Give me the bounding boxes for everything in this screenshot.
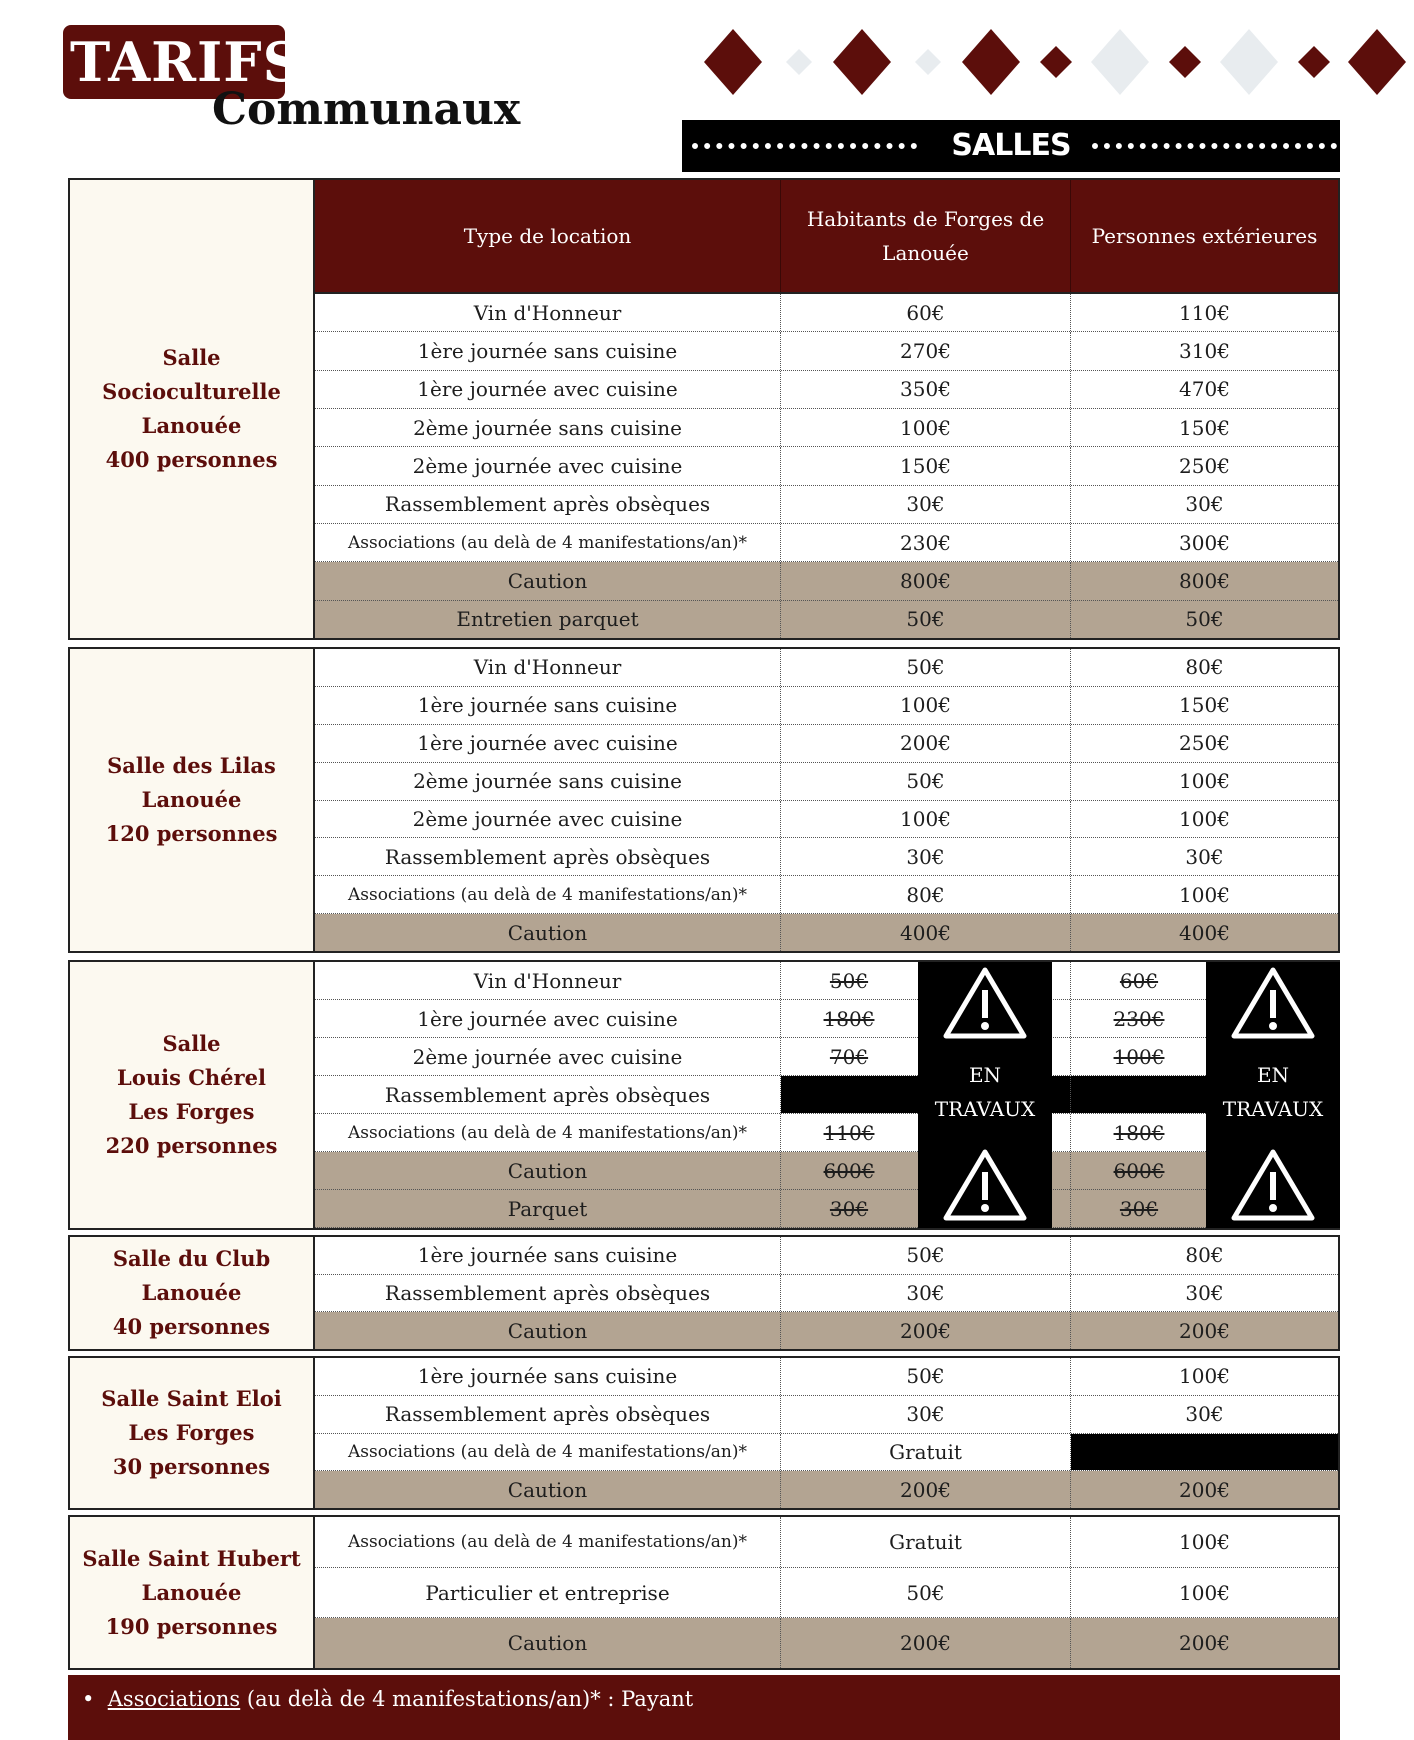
table-row <box>315 1237 1338 1275</box>
row-label: Associations (au delà de 4 manifestations/an)* <box>315 1517 781 1567</box>
room-name <box>70 649 315 951</box>
price-exterieurs: 400€ <box>1179 920 1230 945</box>
price-exterieurs: 300€ <box>1179 530 1230 555</box>
price-habitants: 50€ <box>781 649 1071 686</box>
travaux-panel-habitants <box>918 962 1052 1228</box>
room-name <box>70 1517 315 1668</box>
column-header-exterieurs: Personnes extérieures <box>1091 224 1318 248</box>
table-row <box>315 725 1338 763</box>
price-habitants: 50€ <box>781 1358 1071 1395</box>
price-table <box>315 1237 1338 1349</box>
price-habitants: 30€ <box>781 1396 1071 1433</box>
room-location: Lanouée <box>141 787 242 812</box>
table-row-caution <box>315 1152 1338 1190</box>
row-label: Rassemblement après obsèques <box>315 1076 781 1113</box>
table-row <box>315 524 1338 562</box>
row-label: Vin d'Honneur <box>315 962 781 999</box>
table-row <box>315 1076 1338 1114</box>
table-row-caution <box>315 1618 1338 1668</box>
diamond-icon <box>915 49 941 75</box>
diamond-icon <box>704 29 762 95</box>
table-row <box>315 838 1338 876</box>
price-habitants: 60€ <box>781 294 1071 331</box>
price-exterieurs: 310€ <box>1179 338 1230 363</box>
table-row <box>315 1275 1338 1313</box>
row-label: Associations (au delà de 4 manifestations/an)* <box>315 524 781 561</box>
row-label: Associations (au delà de 4 manifestations/an)* <box>315 1114 781 1151</box>
table-row <box>315 687 1338 725</box>
room-name-line: Salle Saint Hubert <box>82 1545 301 1571</box>
diamond-icon <box>1169 46 1201 78</box>
row-label: Caution <box>315 1618 781 1668</box>
table-row <box>315 1358 1338 1396</box>
price-exterieurs: 30€ <box>1185 492 1224 517</box>
room-name-line: Salle des Lilas <box>107 753 276 778</box>
section-banner <box>682 120 1340 172</box>
travaux-label: EN <box>1256 1063 1290 1087</box>
room-name <box>70 1237 315 1349</box>
row-label: 1ère journée sans cuisine <box>315 1237 781 1274</box>
price-exterieurs: 200€ <box>1179 1477 1230 1502</box>
room-location: Les Forges <box>128 1099 255 1124</box>
price-habitants: 110€ <box>823 1120 875 1145</box>
price-habitants: 30€ <box>781 838 1071 875</box>
price-exterieurs: 30€ <box>1119 1196 1159 1221</box>
room-saint-hubert <box>68 1515 1340 1670</box>
section-title: SALLES <box>951 128 1071 163</box>
row-label: Entretien parquet <box>315 601 781 638</box>
price-exterieurs: 30€ <box>1185 1402 1224 1427</box>
price-habitants: 100€ <box>781 687 1071 724</box>
bullet-icon: • <box>82 1687 108 1711</box>
price-exterieurs: 250€ <box>1179 453 1230 478</box>
price-exterieurs: 200€ <box>1179 1318 1230 1343</box>
price-exterieurs: 80€ <box>1185 1243 1224 1268</box>
warning-icon <box>1206 1146 1340 1226</box>
price-habitants: 200€ <box>781 1471 1071 1508</box>
footer-description: (au delà de 4 manifestations/an)* : Payant <box>240 1687 694 1711</box>
price-exterieurs: 100€ <box>1179 1529 1230 1554</box>
price-exterieurs: 100€ <box>1113 1044 1165 1069</box>
price-table <box>315 1358 1338 1508</box>
price-habitants: 800€ <box>781 562 1071 599</box>
row-label: 2ème journée avec cuisine <box>315 1038 781 1075</box>
price-habitants: 200€ <box>781 725 1071 762</box>
room-capacity: 120 personnes <box>105 821 278 846</box>
room-socioculturelle <box>68 178 1340 640</box>
price-exterieurs-blank <box>1071 1434 1338 1471</box>
table-row <box>315 486 1338 524</box>
price-exterieurs: 30€ <box>1185 844 1224 869</box>
price-exterieurs: 150€ <box>1179 415 1230 440</box>
price-exterieurs: 800€ <box>1179 568 1230 593</box>
row-label: Associations (au delà de 4 manifestations/an)* <box>315 876 781 913</box>
row-label: Caution <box>315 914 781 951</box>
table-row <box>315 1434 1338 1472</box>
row-label: 2ème journée avec cuisine <box>315 801 781 838</box>
column-header-habitants: Habitants de Forges de Lanouée <box>781 180 1071 292</box>
price-exterieurs: 230€ <box>1113 1006 1165 1031</box>
price-exterieurs: 470€ <box>1179 377 1230 402</box>
table-row <box>315 1396 1338 1434</box>
price-exterieurs: 110€ <box>1179 300 1230 325</box>
page-title: TARIFS <box>70 30 303 94</box>
row-label: Caution <box>315 1312 781 1349</box>
room-name <box>70 962 315 1228</box>
room-capacity: 190 personnes <box>105 1613 278 1639</box>
row-label: Rassemblement après obsèques <box>315 1396 781 1433</box>
warning-icon <box>918 964 1052 1044</box>
price-exterieurs: 50€ <box>1185 607 1224 632</box>
row-label: 1ère journée sans cuisine <box>315 332 781 369</box>
room-location: Lanouée <box>141 413 242 438</box>
table-row <box>315 294 1338 332</box>
price-habitants: 50€ <box>829 968 869 993</box>
diamond-icon <box>1091 29 1149 95</box>
price-exterieurs: 250€ <box>1179 731 1230 756</box>
price-habitants: 200€ <box>781 1618 1071 1668</box>
room-capacity: 220 personnes <box>105 1133 278 1158</box>
price-habitants: 30€ <box>781 1275 1071 1312</box>
price-habitants: 50€ <box>781 1568 1071 1618</box>
price-habitants: 150€ <box>781 447 1071 484</box>
row-label: Caution <box>315 1471 781 1508</box>
price-exterieurs: 30€ <box>1185 1281 1224 1305</box>
table-row-parquet <box>315 601 1338 638</box>
table-row-caution <box>315 1471 1338 1508</box>
footer-text <box>82 1687 693 1711</box>
footer-note <box>68 1675 1340 1740</box>
diamond-icon <box>962 29 1020 95</box>
diamond-icon <box>1348 29 1406 95</box>
price-habitants: Gratuit <box>781 1517 1071 1567</box>
room-name-line: Salle <box>162 1031 221 1056</box>
footer-link[interactable]: Associations <box>107 1687 241 1711</box>
table-row-parquet <box>315 1190 1338 1228</box>
table-row <box>315 1517 1338 1568</box>
price-exterieurs: 600€ <box>1113 1158 1165 1183</box>
table-row <box>315 371 1338 409</box>
price-exterieurs: 100€ <box>1179 882 1230 907</box>
price-habitants: 100€ <box>781 409 1071 446</box>
price-table <box>315 962 1338 1228</box>
room-name-line: Salle Saint Eloi <box>101 1386 282 1411</box>
price-habitants: 80€ <box>781 876 1071 913</box>
row-label: Parquet <box>315 1190 781 1227</box>
table-row <box>315 1038 1338 1076</box>
price-habitants: 200€ <box>781 1312 1071 1349</box>
table-row-caution <box>315 914 1338 951</box>
table-row <box>315 763 1338 801</box>
row-label: Caution <box>315 562 781 599</box>
warning-icon <box>918 1146 1052 1226</box>
price-habitants: 30€ <box>829 1196 869 1221</box>
room-name-line: Salle du Club <box>112 1246 271 1271</box>
price-habitants: 50€ <box>781 763 1071 800</box>
diamond-icon <box>833 29 891 95</box>
room-name <box>70 1358 315 1508</box>
price-habitants: 230€ <box>781 524 1071 561</box>
room-club <box>68 1235 1340 1351</box>
price-exterieurs: 150€ <box>1179 693 1230 718</box>
price-habitants: 400€ <box>781 914 1071 951</box>
room-louis-cherel <box>68 960 1340 1230</box>
price-exterieurs: 100€ <box>1179 1580 1230 1605</box>
row-label: 1ère journée avec cuisine <box>315 1000 781 1037</box>
diamond-icon <box>1298 46 1330 78</box>
table-row <box>315 801 1338 839</box>
table-row <box>315 332 1338 370</box>
price-exterieurs: 200€ <box>1179 1631 1230 1656</box>
price-habitants: 70€ <box>829 1044 869 1069</box>
diamond-icon <box>1220 29 1278 95</box>
price-exterieurs: 60€ <box>1119 968 1159 993</box>
price-table <box>315 180 1338 638</box>
travaux-panel-exterieurs <box>1206 962 1340 1228</box>
table-row-caution <box>315 1312 1338 1349</box>
row-label: Caution <box>315 1152 781 1189</box>
price-exterieurs: 100€ <box>1179 769 1230 794</box>
price-habitants: 50€ <box>781 1237 1071 1274</box>
row-label: Vin d'Honneur <box>315 649 781 686</box>
diamond-icon <box>786 49 812 75</box>
row-label: Vin d'Honneur <box>315 294 781 331</box>
page-subtitle: Communaux <box>212 84 521 135</box>
row-label: Associations (au delà de 4 manifestations/an)* <box>315 1434 781 1471</box>
row-label: 1ère journée sans cuisine <box>315 1358 781 1395</box>
row-label: 1ère journée avec cuisine <box>315 371 781 408</box>
price-exterieurs: 100€ <box>1179 806 1230 831</box>
table-row <box>315 1568 1338 1619</box>
price-habitants: 350€ <box>781 371 1071 408</box>
room-capacity: 40 personnes <box>112 1314 271 1339</box>
room-saint-eloi <box>68 1356 1340 1510</box>
room-lilas <box>68 647 1340 953</box>
room-location: Lanouée <box>141 1579 242 1605</box>
table-row-caution <box>315 562 1338 600</box>
table-row <box>315 1114 1338 1152</box>
table-row <box>315 649 1338 687</box>
table-row <box>315 409 1338 447</box>
row-label: 1ère journée sans cuisine <box>315 687 781 724</box>
warning-icon <box>1206 964 1340 1044</box>
price-habitants: 600€ <box>823 1158 875 1183</box>
travaux-label: EN <box>968 1063 1002 1087</box>
row-label: Rassemblement après obsèques <box>315 1275 781 1312</box>
price-exterieurs: 180€ <box>1113 1120 1165 1145</box>
table-row <box>315 1000 1338 1038</box>
column-header-type: Type de location <box>315 180 781 292</box>
table-row <box>315 876 1338 914</box>
price-exterieurs: 100€ <box>1179 1364 1230 1389</box>
price-habitants: Gratuit <box>781 1434 1071 1471</box>
travaux-label: TRAVAUX <box>934 1097 1036 1121</box>
room-location: Lanouée <box>141 1280 242 1305</box>
price-habitants: 30€ <box>781 486 1071 523</box>
price-habitants: 270€ <box>781 332 1071 369</box>
price-habitants: 100€ <box>781 801 1071 838</box>
diamond-decoration <box>700 24 1412 100</box>
table-row <box>315 447 1338 485</box>
travaux-label: TRAVAUX <box>1222 1097 1324 1121</box>
row-label: Rassemblement après obsèques <box>315 838 781 875</box>
dotted-divider <box>1092 143 1337 149</box>
price-table <box>315 649 1338 951</box>
row-label: 1ère journée avec cuisine <box>315 725 781 762</box>
price-habitants: 180€ <box>823 1006 875 1031</box>
room-name-line: Salle Socioculturelle <box>102 345 281 404</box>
row-label: Rassemblement après obsèques <box>315 486 781 523</box>
table-header <box>315 180 1338 294</box>
room-capacity: 400 personnes <box>105 447 278 472</box>
table-row <box>315 962 1338 1000</box>
row-label: 2ème journée sans cuisine <box>315 763 781 800</box>
room-name <box>70 180 315 638</box>
row-label: Particulier et entreprise <box>315 1568 781 1618</box>
price-exterieurs: 80€ <box>1185 655 1224 680</box>
room-location: Les Forges <box>128 1420 255 1445</box>
row-label: 2ème journée sans cuisine <box>315 409 781 446</box>
diamond-icon <box>1040 46 1072 78</box>
price-habitants: 50€ <box>781 601 1071 638</box>
row-label: 2ème journée avec cuisine <box>315 447 781 484</box>
room-name-line: Louis Chérel <box>117 1065 266 1090</box>
room-capacity: 30 personnes <box>112 1454 271 1479</box>
price-table <box>315 1517 1338 1668</box>
